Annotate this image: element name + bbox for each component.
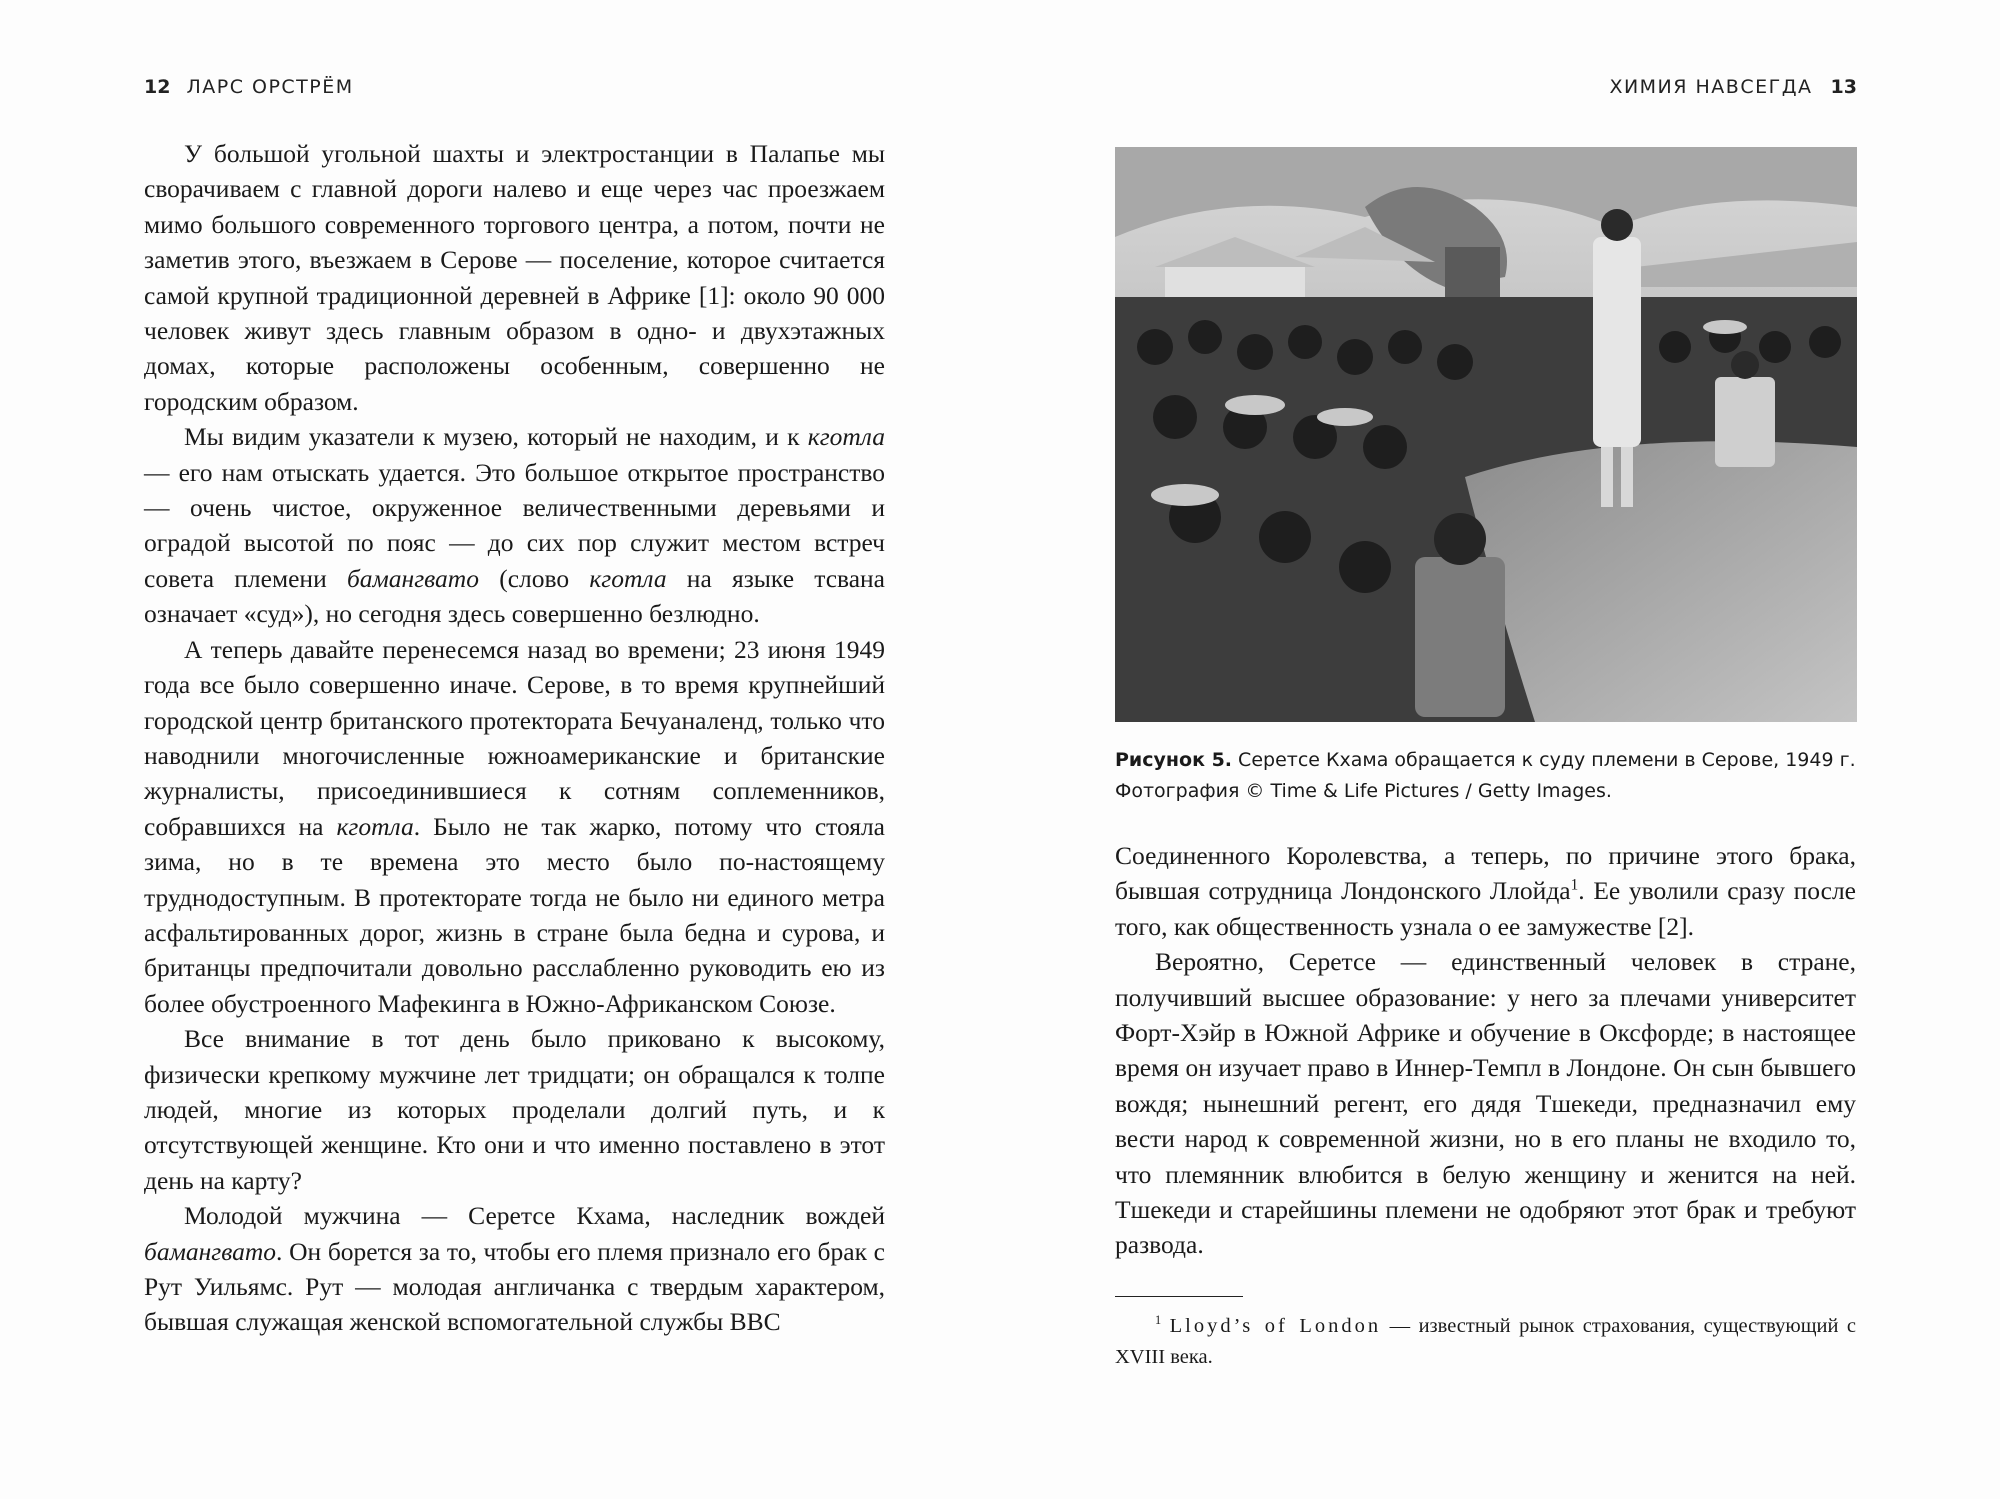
paragraph: У большой угольной шахты и электростанции в Палапье мы сворачиваем с главной дороги налево и еще через час проезжаем мимо большого современного торгового центра, а потом, почти не заметив этого, въезжаем в Серове — поселение, которое считается самой крупной традиционной деревней в Африке [1]: около 90 000 человек живут здесь главным образом в одно- и двухэтажных домах, которые расположены особенным, совершенно не городским образом. bbox=[144, 139, 885, 416]
footnote-marker: 1 bbox=[1155, 1313, 1162, 1328]
page-number-left: 12 bbox=[144, 76, 171, 98]
paragraph: Мы видим указатели к музею, который не находим, и к кготла — его нам отыскать удается. Это большое открытое пространство — очень чистое, окруженное величественными деревьями и оградой высотой по пояс — до сих пор служит местом встреч совета племени бамангвато (слово кготла на языке тсвана означает «суд»), но сегодня здесь совершенно безлюдно. bbox=[144, 422, 885, 629]
paragraph: Соединенного Королевства, а теперь, по причине этого брака, бывшая сотрудница Лондонского Ллойда$^1$. Ее уволили сразу после того, как общественность узнала о ее замужестве [2]. bbox=[1115, 841, 1857, 941]
running-header-left bbox=[144, 76, 354, 98]
paragraph: Все внимание в тот день было приковано к высокому, физически крепкому мужчине лет тридцати; он обращался к толпе людей, многие из которых проделали долгий путь, и к отсутствующей женщине. Кто они и что именно поставлено в этот день на карту? bbox=[144, 1024, 885, 1195]
left-page-body bbox=[144, 136, 885, 1340]
footnote-ref[interactable]: 1 bbox=[1570, 876, 1579, 894]
footnote-divider bbox=[1115, 1296, 1243, 1297]
figure-credit: Фотография © Time & Life Pictures / Getty Images. bbox=[1115, 780, 1612, 802]
page-number-right: 13 bbox=[1830, 76, 1857, 98]
paragraph: Молодой мужчина — Серетсе Кхама, наследник вождей бамангвато. Он борется за то, чтобы его племя признало его брак с Рут Уильямс. Рут — молодая англичанка с твердым характером, бывшая служащая женской вспомогательной службы ВВС bbox=[144, 1201, 885, 1337]
crowd-photo-illustration bbox=[1115, 147, 1857, 722]
footnote-term: Lloyd’s of London bbox=[1169, 1315, 1382, 1337]
figure-label: Рисунок 5. bbox=[1115, 749, 1233, 771]
author-running-title: ЛАРС ОРСТРЁМ bbox=[186, 76, 354, 98]
figure-caption-text: Серетсе Кхама обращается к суду племени в Серове, 1949 г. bbox=[1232, 749, 1856, 771]
footnote-text: — известный рынок страхования, существующий с XVIII века. bbox=[1115, 1315, 1856, 1368]
paragraph: Вероятно, Серетсе — единственный человек в стране, получивший высшее образование: у него за плечами университет Форт-Хэйр в Южной Африке и обучение в Оксфорде; в настоящее время он изучает право в Иннер-Темпл в Лондоне. Он сын бывшего вождя; нынешний регент, его дядя Тшекеди, предназначил ему вести народ к современной жизни, но в его планы не входило то, что племянник влюбится в белую женщину и женится на ней. Тшекеди и старейшины племени не одобряют этот брак и требуют развода. bbox=[1115, 947, 1856, 1260]
figure-photo bbox=[1115, 147, 1857, 722]
book-running-title: ХИМИЯ НАВСЕГДА bbox=[1609, 76, 1813, 98]
paragraph: А теперь давайте перенесемся назад во времени; 23 июня 1949 года все было совершенно иначе. Серове, в то время крупнейший городской центр британского протектората Бечуаналенд, только что наводнили многочисленные южноамериканские и британские журналисты, присоединившиеся к сотням соплеменников, собравшихся на кготла. Было не так жарко, потому что стояла зима, но в те времена это место было по-настоящему труднодоступным. В протекторате тогда не было ни единого метра асфальтированных дорог, жизнь в стране была бедна и сурова, и британцы предпочитали довольно расслабленно руководить ею из более обустроенного Мафекинга в Южно-Африканском Союзе. bbox=[144, 634, 885, 1018]
running-header-right bbox=[1609, 76, 1857, 98]
footnote bbox=[1115, 1311, 1856, 1373]
right-page-body bbox=[1115, 838, 1856, 1263]
figure-caption bbox=[1115, 745, 1860, 807]
